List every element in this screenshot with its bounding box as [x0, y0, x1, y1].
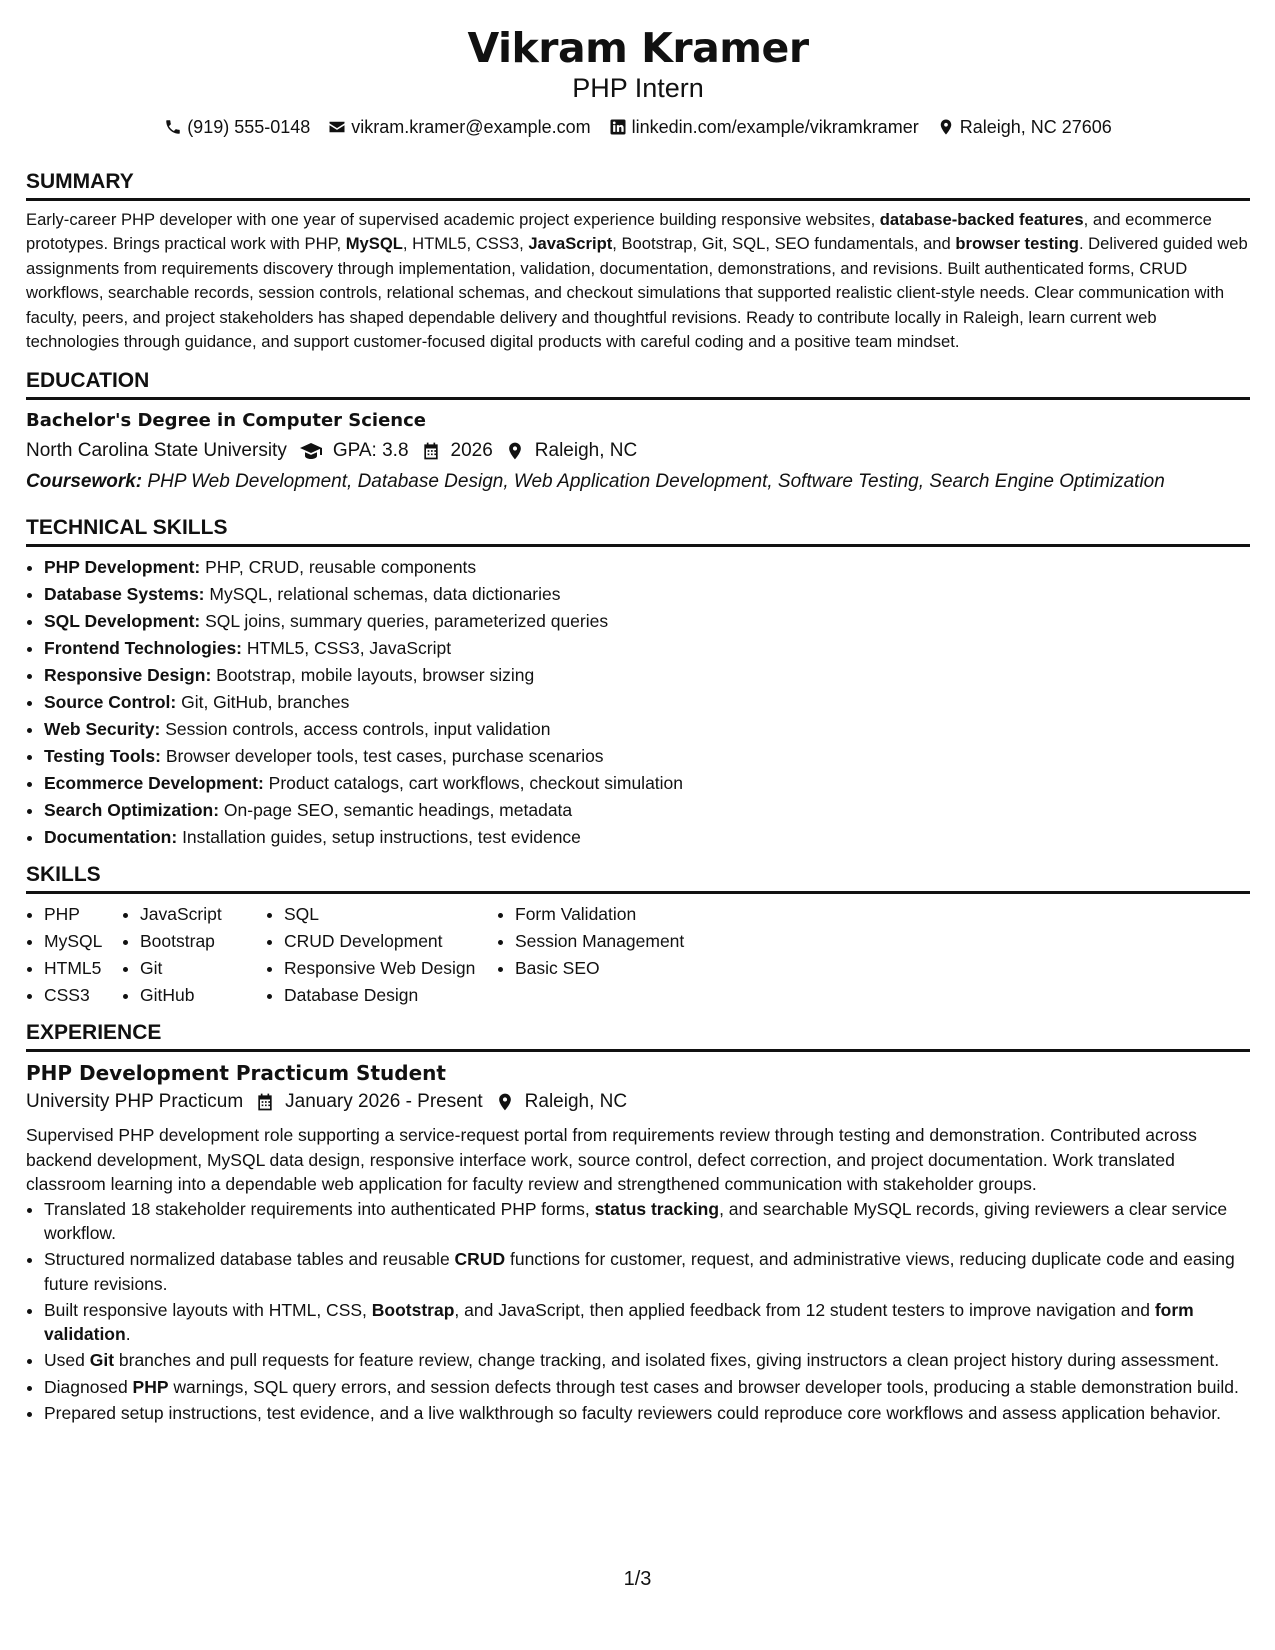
text-segment: Prepared setup instructions, test evidence, and a live walkthrough so faculty reviewers could reproduce core workflows and assess application behavior.	[44, 1402, 1222, 1423]
job-organization: University PHP Practicum	[26, 1091, 244, 1113]
job-description: Supervised PHP development role supporting a service-request portal from requirements review through testing and demonstration. Contributed across backend development, MySQL data design, responsive interface work, source control, defect correction, and project documentation. Work translated classroom learning into a dependable web application for faculty review and strengthened communication with stakeholder groups.	[26, 1125, 1197, 1195]
skill-values: Bootstrap, mobile layouts, browser sizing	[211, 665, 535, 686]
text-segment: Early-career PHP developer with one year of supervised academic project experience building responsive websites,	[26, 210, 880, 229]
education-details	[26, 439, 1250, 463]
technical-skill-item	[44, 797, 1250, 824]
skill-values: Git, GitHub, branches	[176, 692, 350, 713]
skill-values: HTML5, CSS3, JavaScript	[242, 638, 452, 659]
coursework-label: Coursework:	[26, 471, 143, 493]
skill-item: • JavaScript	[140, 901, 266, 928]
skill-category: Testing Tools:	[44, 746, 161, 767]
skill-item: • CRUD Development	[284, 928, 497, 955]
gpa-text: GPA: 3.8	[332, 440, 409, 462]
bold-text: status tracking	[594, 1198, 720, 1219]
skill-category: Documentation:	[44, 827, 178, 848]
email-text: vikram.kramer@example.com	[351, 117, 591, 137]
skill-item: • GitHub	[140, 982, 266, 1009]
candidate-title: PHP Intern	[572, 73, 704, 103]
skill-item: • Bootstrap	[140, 928, 266, 955]
linkedin-text: linkedin.com/example/vikramkramer	[631, 117, 919, 137]
skill-item: • PHP	[44, 901, 122, 928]
text-segment: branches and pull requests for feature review, change tracking, and isolated fixes, giving instructors a clean project history during assessment.	[114, 1350, 1220, 1371]
education-section	[26, 368, 1250, 494]
summary-heading: SUMMARY	[26, 169, 1250, 201]
school-location: Raleigh, NC	[534, 440, 638, 462]
job-bullet-list	[26, 1197, 1250, 1426]
map-pin-icon	[937, 118, 955, 136]
skill-category: PHP Development:	[44, 557, 201, 578]
skills-section	[26, 862, 1250, 1009]
text-segment: , and ecommerce prototypes. Brings practical work with PHP,	[26, 210, 1212, 254]
skill-values: On-page SEO, semantic headings, metadata	[219, 800, 573, 821]
page-number: 1/3	[623, 1568, 652, 1590]
technical-skills-section	[26, 515, 1250, 851]
text-segment: , Bootstrap, Git, SQL, SEO fundamentals, and	[612, 234, 956, 254]
contact-linkedin[interactable]	[609, 116, 919, 138]
map-pin-icon	[483, 1092, 525, 1112]
text-segment: Structured normalized database tables and reusable	[44, 1249, 455, 1270]
bold-text: CRUD	[454, 1249, 506, 1270]
bold-text: browser testing	[955, 234, 1079, 254]
skills-column	[266, 901, 497, 1009]
technical-skill-item	[44, 662, 1250, 689]
summary-section	[26, 169, 1250, 354]
graduation-year: 2026	[450, 440, 493, 462]
text-segment: warnings, SQL query errors, and session defects through test cases and browser developer tools, producing a stable demonstration build.	[168, 1376, 1239, 1397]
skill-values: PHP, CRUD, reusable components	[200, 557, 477, 578]
technical-skill-item	[44, 608, 1250, 635]
bold-text: Git	[89, 1350, 115, 1371]
job-bullet	[44, 1197, 1250, 1246]
job-bullet	[44, 1247, 1250, 1296]
skill-item: • CSS3	[44, 982, 122, 1009]
technical-skills-list	[26, 554, 1250, 851]
contact-location	[937, 116, 1112, 138]
bold-text: PHP	[132, 1376, 169, 1397]
contact-phone	[164, 116, 310, 138]
skill-values: MySQL, relational schemas, data dictionaries	[204, 584, 561, 605]
skills-column	[26, 901, 122, 1009]
map-pin-icon	[493, 441, 535, 461]
education-heading: EDUCATION	[26, 368, 1250, 400]
bold-text: database-backed features	[879, 210, 1084, 229]
text-segment: functions for customer, request, and administrative views, reducing duplicate code and easing future revisions.	[44, 1249, 1235, 1294]
text-segment: .	[125, 1324, 131, 1345]
phone-icon	[164, 118, 182, 136]
experience-section	[26, 1020, 1250, 1425]
technical-skill-item	[44, 716, 1250, 743]
graduation-cap-icon	[287, 439, 333, 463]
skills-column	[497, 901, 715, 1009]
degree-title: Bachelor's Degree in Computer Science	[26, 410, 426, 432]
text-segment: . Delivered guided web assignments from requirements discovery through implementation, validation, documentation, demonstrations, and revisions. Built authenticated forms, CRUD workflows, searchable records, session controls, relational schemas, and checkout simulations that supported realistic client-style needs. Clear communication with faculty, peers, and project stakeholders has shaped dependable delivery and thoughtful revisions. Ready to contribute locally in Raleigh, learn current web technologies through guidance, and support customer-focused digital products with careful coding and a positive team mindset.	[26, 234, 1248, 352]
skill-item: • Session Management	[515, 928, 715, 955]
text-segment: , and searchable MySQL records, giving reviewers a clear service workflow.	[44, 1198, 1228, 1244]
skill-item: • Basic SEO	[515, 955, 715, 982]
skill-item: • Database Design	[284, 982, 497, 1009]
skill-category: Source Control:	[44, 692, 177, 713]
job-bullet	[44, 1401, 1250, 1425]
bold-text: MySQL	[345, 234, 403, 254]
location-text: Raleigh, NC 27606	[959, 117, 1112, 137]
skill-item: • Form Validation	[515, 901, 715, 928]
job-bullet	[44, 1298, 1250, 1347]
job-dates: January 2026 - Present	[285, 1091, 483, 1113]
school-name: North Carolina State University	[26, 440, 287, 462]
skill-category: Frontend Technologies:	[44, 638, 243, 659]
text-segment: Translated 18 stakeholder requirements into authenticated PHP forms,	[44, 1198, 595, 1219]
technical-skill-item	[44, 743, 1250, 770]
bold-text: JavaScript	[528, 234, 613, 254]
skill-category: Database Systems:	[44, 584, 205, 605]
calendar-icon	[243, 1092, 285, 1112]
text-segment: Built responsive layouts with HTML, CSS,	[44, 1299, 372, 1320]
contact-email[interactable]	[328, 116, 590, 138]
envelope-icon	[328, 118, 346, 136]
text-segment: Diagnosed	[44, 1376, 133, 1397]
linkedin-icon	[609, 118, 627, 136]
phone-text: (919) 555-0148	[187, 117, 311, 137]
skill-category: Search Optimization:	[44, 800, 220, 821]
skill-item: • Git	[140, 955, 266, 982]
bold-text: Bootstrap	[371, 1299, 455, 1320]
skill-category: Ecommerce Development:	[44, 773, 264, 794]
skills-grid	[26, 901, 1250, 1009]
summary-text	[26, 208, 1250, 354]
text-segment: Used	[44, 1350, 90, 1371]
text-segment: , and JavaScript, then applied feedback from 12 student testers to improve navigation and	[454, 1299, 1155, 1320]
resume-page	[26, 0, 1250, 1427]
skill-category: Responsive Design:	[44, 665, 212, 686]
coursework-list: PHP Web Development, Database Design, Web Application Development, Software Testing, Search Engine Optimization	[147, 471, 1165, 493]
job-title: PHP Development Practicum Student	[26, 1061, 446, 1086]
job-location: Raleigh, NC	[524, 1091, 628, 1113]
skill-values: Session controls, access controls, input validation	[160, 719, 551, 740]
skill-item: • SQL	[284, 901, 497, 928]
technical-skill-item	[44, 824, 1250, 851]
skill-category: Web Security:	[44, 719, 161, 740]
skill-item: • MySQL	[44, 928, 122, 955]
technical-skill-item	[44, 581, 1250, 608]
contact-bar	[26, 116, 1250, 138]
skills-column	[122, 901, 266, 1009]
skill-values: Installation guides, setup instructions, test evidence	[177, 827, 581, 848]
technical-skill-item	[44, 770, 1250, 797]
skill-item: • HTML5	[44, 955, 122, 982]
calendar-icon	[409, 441, 451, 461]
technical-skill-item	[44, 689, 1250, 716]
job-bullet	[44, 1348, 1250, 1372]
skill-values: Browser developer tools, test cases, purchase scenarios	[160, 746, 604, 767]
skill-item: • Responsive Web Design	[284, 955, 497, 982]
experience-heading: EXPERIENCE	[26, 1020, 1250, 1052]
technical-skill-item	[44, 635, 1250, 662]
job-bullet	[44, 1375, 1250, 1399]
skills-heading: SKILLS	[26, 862, 1250, 894]
text-segment: , HTML5, CSS3,	[402, 234, 529, 254]
technical-skill-item	[44, 554, 1250, 581]
skill-values: Product catalogs, cart workflows, checkout simulation	[263, 773, 684, 794]
skill-category: SQL Development:	[44, 611, 201, 632]
technical-skills-heading: TECHNICAL SKILLS	[26, 515, 1250, 547]
coursework-line	[26, 470, 1250, 494]
job-meta	[26, 1090, 1250, 1114]
candidate-name: Vikram Kramer	[467, 24, 809, 72]
bold-text: form validation	[44, 1299, 1194, 1345]
skill-values: SQL joins, summary queries, parameterized queries	[200, 611, 609, 632]
